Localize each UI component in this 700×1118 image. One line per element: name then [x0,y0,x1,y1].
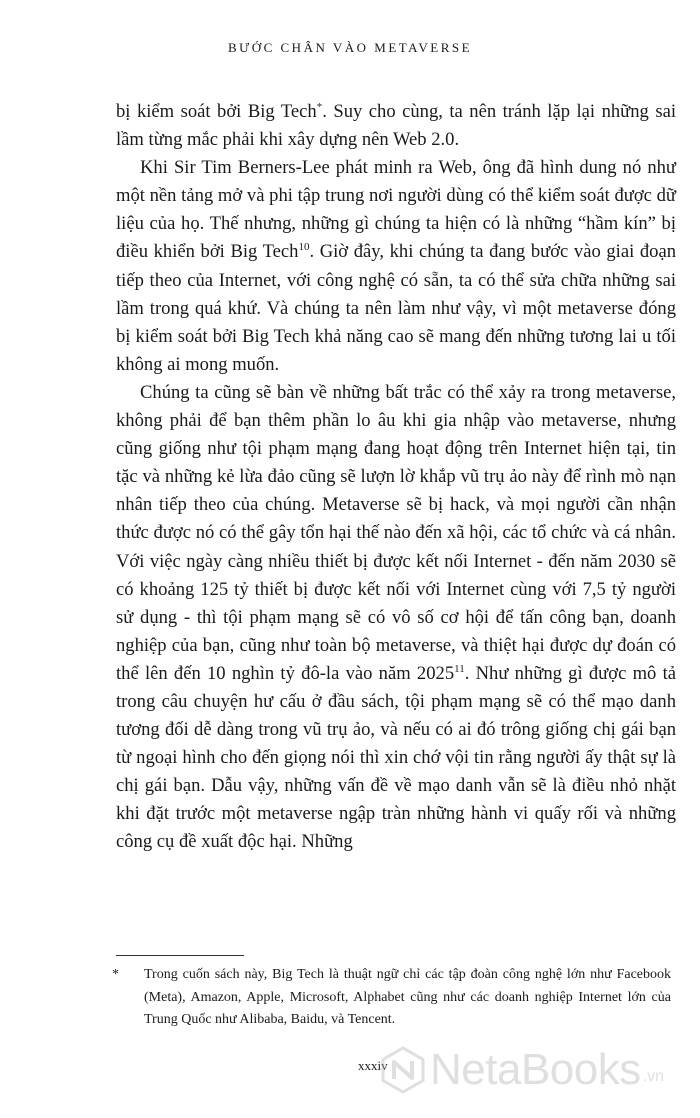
endnote-ref-10[interactable]: 10 [298,241,310,254]
netabooks-logo-icon [378,1045,428,1095]
paragraph-1-text-a: bị kiểm soát bởi Big Tech [116,101,317,122]
paragraph-3-text-b: . Như những gì được mô tả trong câu chuyện hư cấu ở đầu sách, tội phạm mạng sẽ có thể mạo danh tương đối dễ dàng trong vũ trụ ảo, và nếu có ai đó trông giống chị gái bạn từ ngoại hình cho đến giọng nói thì xin chớ vội tin rằng người ấy thật sự là chị gái bạn. Dẫu vậy, những vấn đề về mạo danh vẫn sẽ là điều nhỏ nhặt khi đặt trước một metaverse ngập tràn những hành vi quấy rối và những công cụ đề xuất độc hại. Những [116,662,676,853]
watermark [378,1040,698,1100]
running-header: BƯỚC CHÂN VÀO METAVERSE [227,40,473,55]
footnote-text: Trong cuốn sách này, Big Tech là thuật ngữ chỉ các tập đoàn công nghệ lớn như Facebook (Meta), Amazon, Apple, Microsoft, Alphabet cũng như các doanh nghiệp Internet lớn của Trung Quốc như Alibaba, Baidu, và Tencent. [144,967,671,1027]
footnote-marker: * [112,967,119,982]
watermark-brand: NetaBooks [430,1045,641,1094]
footnote-ref-star[interactable]: * [316,101,323,113]
page-number: xxxiv [358,1058,388,1073]
footnote-divider [116,955,244,956]
endnote-ref-11[interactable]: 11 [454,662,465,675]
paragraph-1-text-b: . Suy cho cùng, ta nên tránh lặp lại những sai lầm từng mắc phải khi xây dựng nên Web 2.0. [116,101,676,151]
paragraph-2-text-a: Khi Sir Tim Berners-Lee phát minh ra Web, ông đã hình dung nó như một nền tảng mở và phi tập trung nơi người dùng có thể kiểm soát được dữ liệu của họ. Thế nhưng, những gì chúng ta hiện có là những “hầm kín” bị điều khiển bởi Big Tech [116,157,676,263]
paragraph-3 [116,379,676,857]
paragraph-1 [116,98,676,154]
paragraph-2-text-b: . Giờ đây, khi chúng ta đang bước vào giai đoạn tiếp theo của Internet, với công nghệ có sẵn, ta có thể sửa chữa những sai lầm trong quá khứ. Và chúng ta nên làm như vậy, vì một metaverse đóng bị kiểm soát bởi Big Tech khả năng cao sẽ mang đến những tương lai u tối không ai mong muốn. [116,241,676,375]
watermark-suffix: .vn [642,1068,665,1085]
footnote [112,964,671,1032]
paragraph-3-text-a: Chúng ta cũng sẽ bàn về những bất trắc có thể xảy ra trong metaverse, không phải để bạn thêm phần lo âu khi gia nhập vào metaverse, nhưng cũng giống như tội phạm mạng đang hoạt động trên Internet hiện tại, tin tặc và những kẻ lừa đảo cũng sẽ lượn lờ khắp vũ trụ ảo này để rình mò nạn nhân tiếp theo của chúng. Metaverse sẽ bị hack, và mọi người cần nhận thức được nó có thể gây tổn hại thế nào đến xã hội, các tổ chức và cá nhân. Với việc ngày càng nhiều thiết bị được kết nối Internet - đến năm 2030 sẽ có khoảng 125 tỷ thiết bị được kết nối với Internet cùng với 7,5 tỷ người sử dụng - thì tội phạm mạng sẽ có vô số cơ hội để tấn công bạn, doanh nghiệp của bạn, cũng như toàn bộ metaverse, và thiệt hại được dự đoán có thể lên đến 10 nghìn tỷ đô-la vào năm 2025 [116,381,676,684]
body-text [116,98,676,857]
paragraph-2 [116,154,676,379]
